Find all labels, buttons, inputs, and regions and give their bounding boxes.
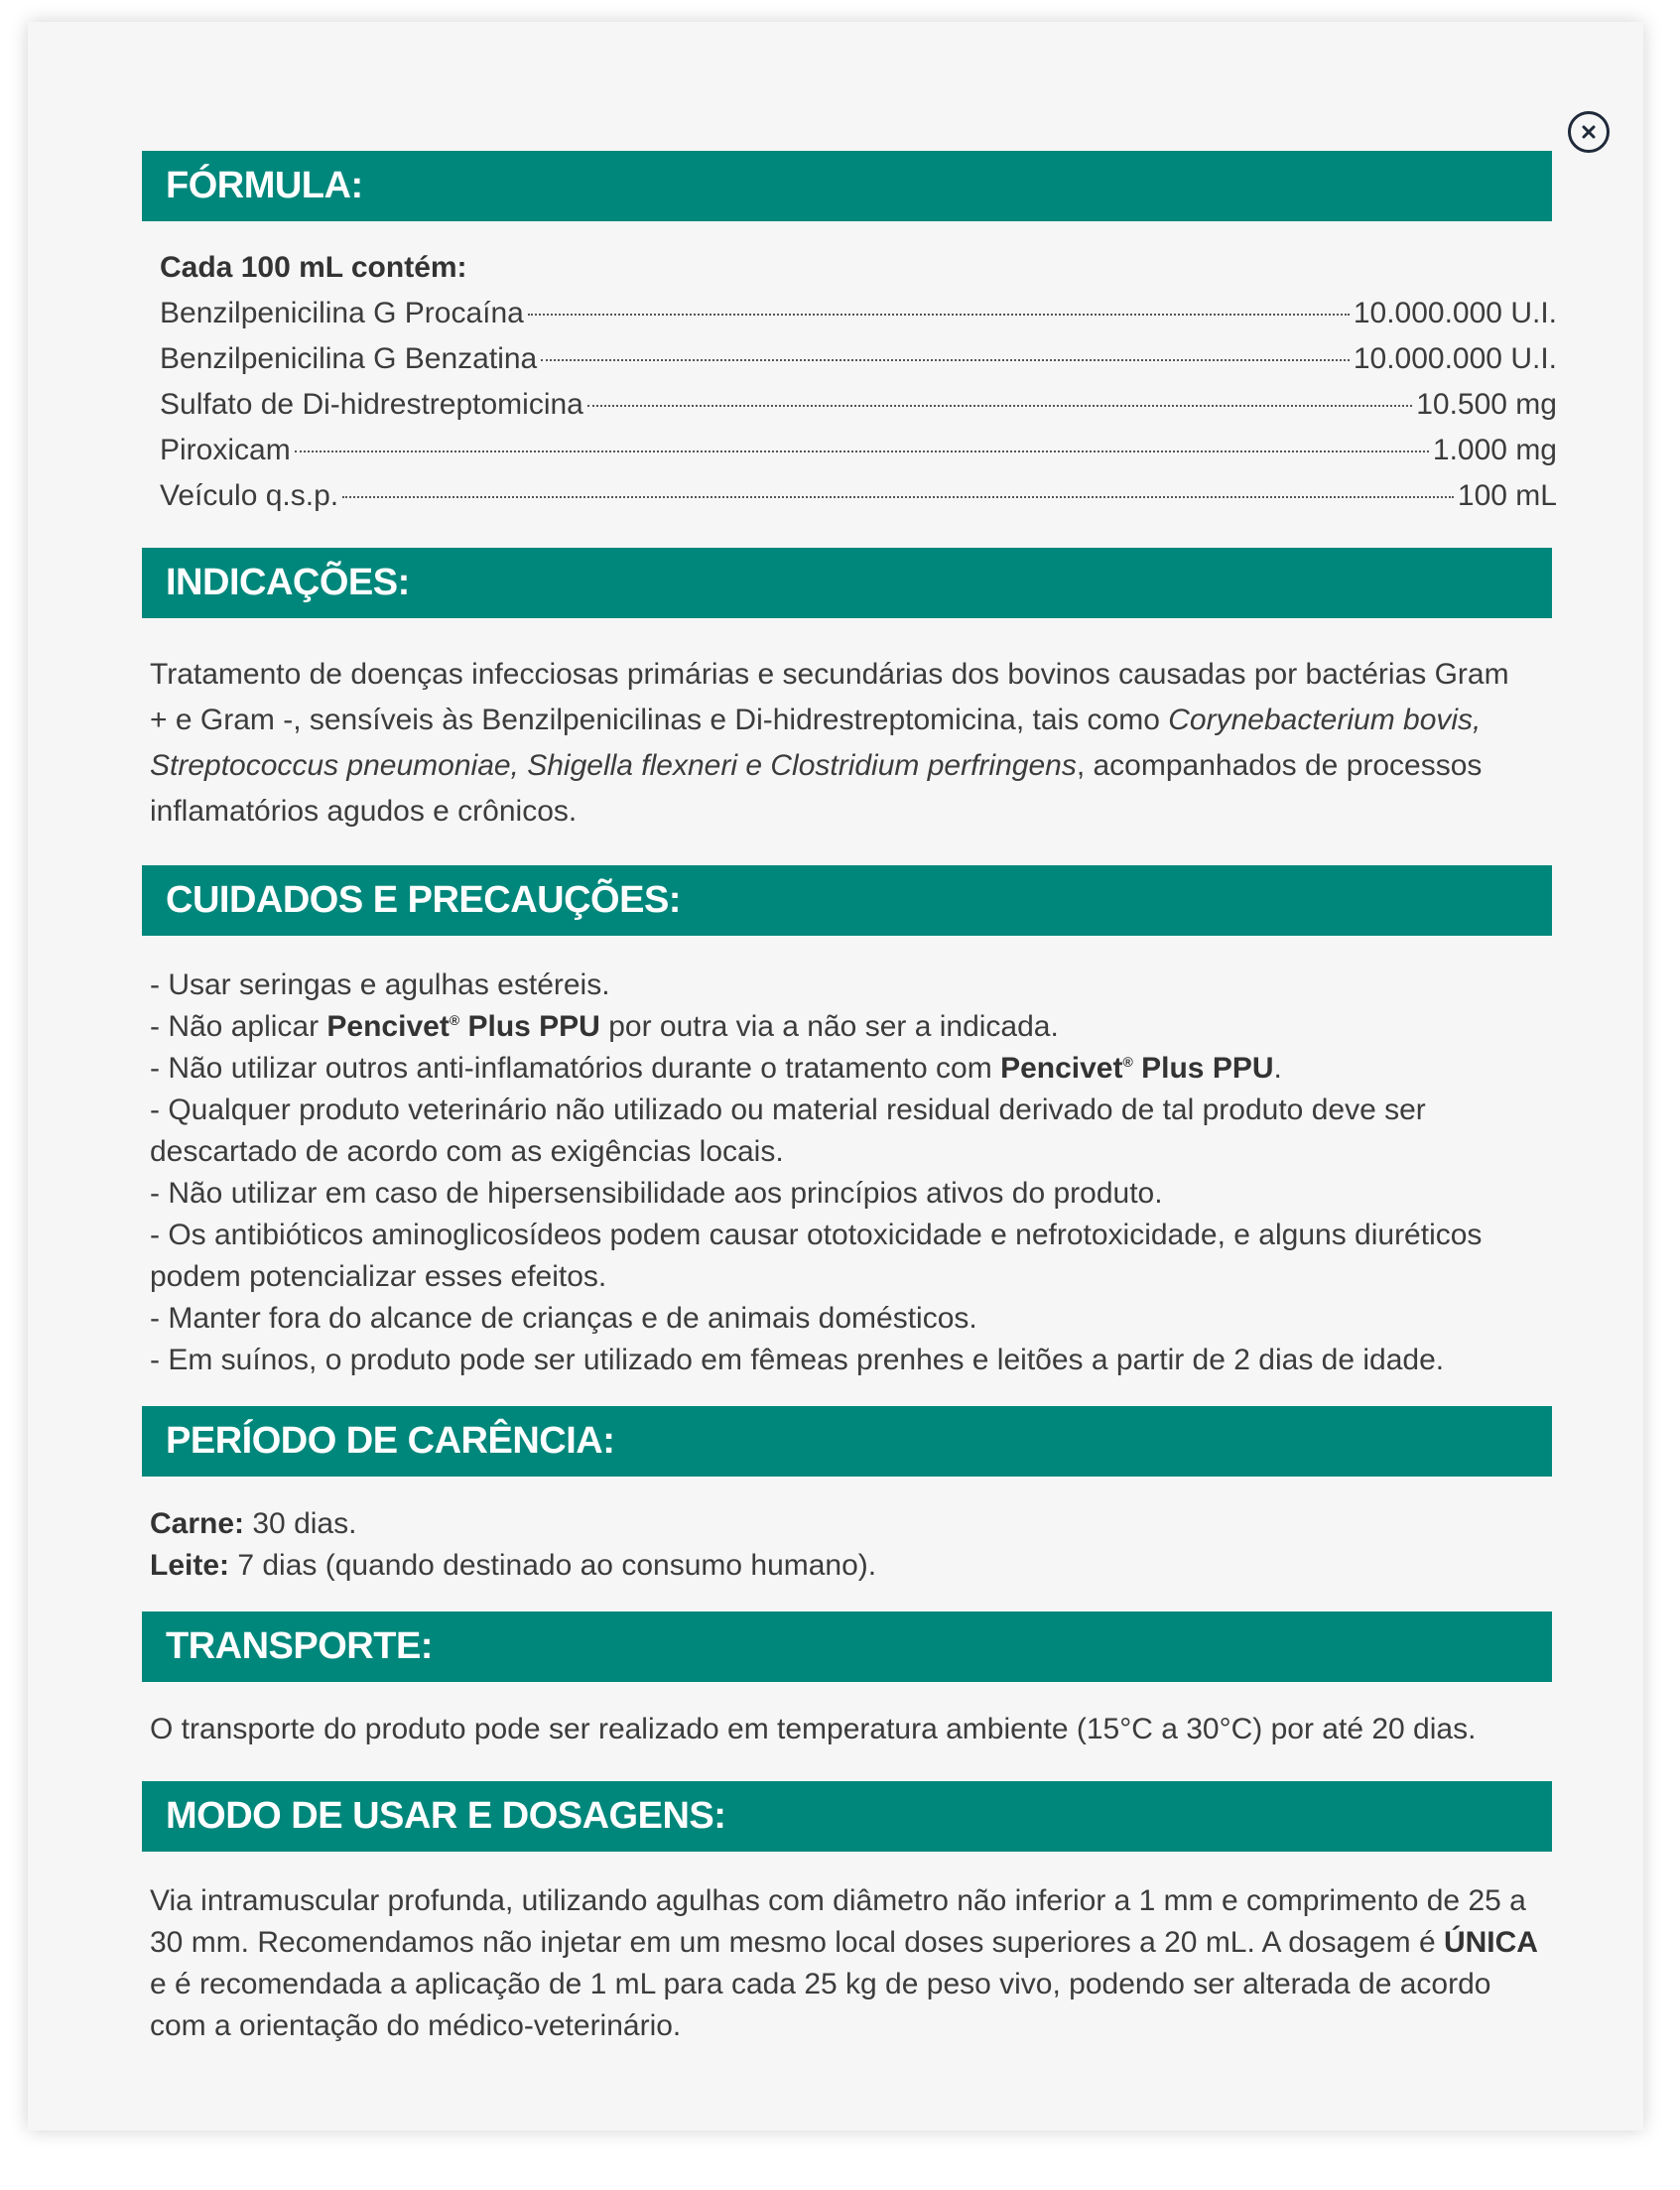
formula-ingredient: Veículo q.s.p. — [160, 479, 339, 512]
formula-row — [160, 428, 1557, 473]
transporte-header: TRANSPORTE: — [142, 1611, 1552, 1682]
cuidados-item: - Não utilizar em caso de hipersensibilidade aos princípios ativos do produto. — [150, 1177, 1163, 1210]
close-icon — [1581, 124, 1597, 140]
formula-amount: 10.000.000 U.I. — [1353, 297, 1557, 329]
cuidados-item: - Manter fora do alcance de crianças e de animais domésticos. — [150, 1302, 977, 1335]
formula-ingredient: Sulfato de Di-hidrestreptomicina — [160, 388, 583, 421]
cuidados-item: - Usar seringas e agulhas estéreis. — [150, 968, 610, 1001]
indicacoes-text — [150, 652, 1529, 835]
formula-subtitle: Cada 100 mL contém: — [160, 251, 467, 284]
cuidados-header: CUIDADOS E PRECAUÇÕES: — [142, 865, 1552, 936]
formula-amount: 1.000 mg — [1432, 434, 1557, 466]
formula-row — [160, 473, 1557, 519]
product-name: Pencivet® Plus PPU — [1000, 1052, 1274, 1085]
formula-ingredient: Benzilpenicilina G Benzatina — [160, 342, 538, 375]
cuidados-item: - Qualquer produto veterinário não utilizado ou material residual derivado de tal produto deve ser descartado de acordo com as exigências locais. — [150, 1094, 1426, 1168]
formula-list — [160, 245, 1557, 519]
carencia-carne: Carne: 30 dias. — [150, 1507, 357, 1540]
formula-row — [160, 382, 1557, 428]
carencia-leite: Leite: 7 dias (quando destinado ao consumo humano). — [150, 1549, 877, 1582]
indicacoes-header: INDICAÇÕES: — [142, 548, 1552, 618]
dosagem-unica: ÚNICA — [1443, 1926, 1538, 1959]
close-button[interactable] — [1568, 111, 1610, 153]
formula-row — [160, 336, 1557, 382]
indicacoes-text-start: Tratamento de doenças infecciosas primárias e secundárias dos bovinos causadas por bactérias Gram + e Gram -, sensíveis às Benzilpenicilinas e Di-hidrestreptomicina, tais como — [150, 658, 1509, 736]
modo-text: Via intramuscular profunda, utilizando agulhas com diâmetro não inferior a 1 mm e comprimento de 25 a 30 mm. Recomendamos não injetar em um mesmo local doses superiores a 20 mL. A dosagem é ÚNICA e é recomendada a aplicação de 1 mL para cada 25 kg de peso vivo, podendo ser alterada de acordo com a orientação do médico-veterinário. — [150, 1884, 1538, 2042]
formula-ingredient: Benzilpenicilina G Procaína — [160, 297, 524, 329]
cuidados-item: - Não aplicar Pencivet® Plus PPU por outra via a não ser a indicada. — [150, 1010, 1059, 1043]
formula-ingredient: Piroxicam — [160, 434, 291, 466]
cuidados-item: - Os antibióticos aminoglicosídeos podem causar ototoxicidade e nefrotoxicidade, e alguns diuréticos podem potencializar esses efeitos. — [150, 1219, 1483, 1293]
dot-leader — [587, 405, 1412, 407]
formula-header: FÓRMULA: — [142, 151, 1552, 221]
formula-amount: 10.500 mg — [1416, 388, 1557, 421]
indicacoes-bacteria: Corynebacterium bovis, Streptococcus pneumoniae, Shigella flexneri e Clostridium perfringens — [150, 704, 1482, 782]
product-info-modal — [28, 22, 1643, 2130]
dot-leader — [541, 359, 1350, 361]
carencia-list — [150, 1503, 1559, 1587]
formula-row — [160, 291, 1557, 336]
indicacoes-text-end: , acompanhados de processos inflamatórios agudos e crônicos. — [150, 749, 1483, 828]
cuidados-item: - Em suínos, o produto pode ser utilizado em fêmeas prenhes e leitões a partir de 2 dias de idade. — [150, 1344, 1445, 1376]
dot-leader — [342, 496, 1454, 498]
dot-leader — [528, 314, 1350, 316]
transporte-text: O transporte do produto pode ser realizado em temperatura ambiente (15°C a 30°C) por até 20 dias. — [150, 1713, 1477, 1745]
formula-amount: 10.000.000 U.I. — [1353, 342, 1557, 375]
formula-amount: 100 mL — [1457, 479, 1557, 512]
cuidados-list — [150, 965, 1559, 1381]
product-name: Pencivet® Plus PPU — [326, 1010, 600, 1043]
dot-leader — [295, 451, 1429, 452]
cuidados-item: - Não utilizar outros anti-inflamatórios durante o tratamento com Pencivet® Plus PPU. — [150, 1052, 1282, 1085]
modo-header: MODO DE USAR E DOSAGENS: — [142, 1781, 1552, 1852]
carencia-header: PERÍODO DE CARÊNCIA: — [142, 1406, 1552, 1477]
